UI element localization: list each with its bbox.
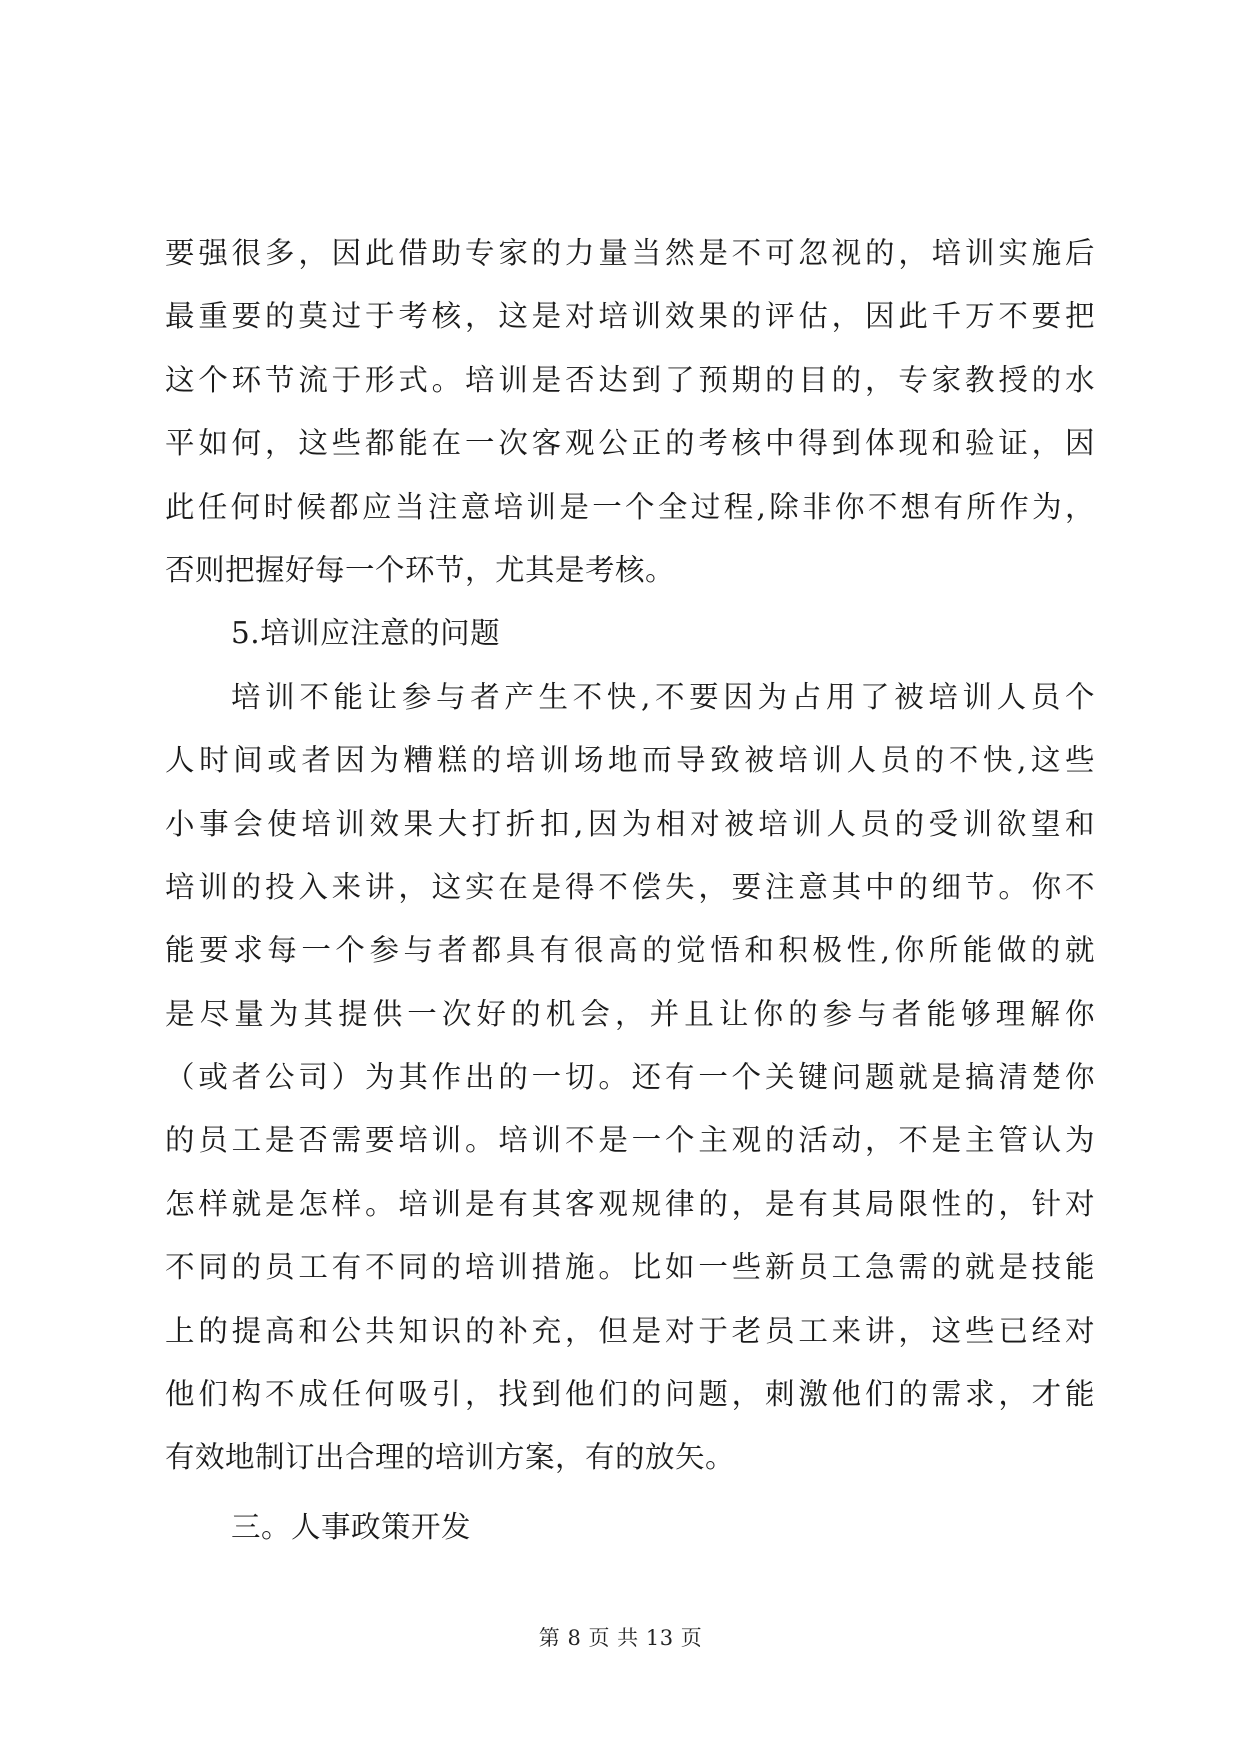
paragraph-line: 是尽量为其提供一次好的机会，并且让你的参与者能够理解你 bbox=[165, 996, 1095, 1031]
paragraph-continuation bbox=[165, 222, 1095, 602]
section-heading-training-issues: 5.培训应注意的问题 bbox=[231, 616, 501, 651]
paragraph-line: 否则把握好每一个环节，尤其是考核。 bbox=[165, 552, 676, 587]
paragraph-line: 此任何时候都应当注意培训是一个全过程,除非你不想有所作为， bbox=[165, 489, 1095, 524]
paragraph-line: 能要求每一个参与者都具有很高的觉悟和积极性,你所能做的就 bbox=[165, 933, 1095, 968]
paragraph-line: 怎样就是怎样。培训是有其客观规律的，是有其局限性的，针对 bbox=[165, 1186, 1095, 1221]
paragraph-line: 培训不能让参与者产生不快,不要因为占用了被培训人员个 bbox=[231, 679, 1095, 714]
document-body bbox=[165, 222, 1095, 1559]
paragraph-line: 培训的投入来讲，这实在是得不偿失，要注意其中的细节。你不 bbox=[165, 869, 1095, 904]
paragraph-line: 他们构不成任何吸引，找到他们的问题，刺激他们的需求，才能 bbox=[165, 1377, 1095, 1412]
paragraph-line: 上的提高和公共知识的补充，但是对于老员工来讲，这些已经对 bbox=[165, 1313, 1095, 1348]
paragraph-line: 有效地制订出合理的培训方案，有的放矢。 bbox=[165, 1440, 736, 1475]
paragraph-line: 这个环节流于形式。培训是否达到了预期的目的，专家教授的水 bbox=[165, 362, 1095, 397]
paragraph-line: 小事会使培训效果大打折扣,因为相对被培训人员的受训欲望和 bbox=[165, 806, 1095, 841]
paragraph-line: 人时间或者因为糟糕的培训场地而导致被培训人员的不快,这些 bbox=[165, 743, 1095, 778]
section-heading-hr-policy: 三。人事政策开发 bbox=[231, 1509, 472, 1544]
paragraph-line: 不同的员工有不同的培训措施。比如一些新员工急需的就是技能 bbox=[165, 1250, 1095, 1285]
page-footer: 第 8 页 共 13 页 bbox=[538, 1626, 703, 1650]
paragraph-training-issues bbox=[165, 666, 1095, 1490]
paragraph-line: 要强很多，因此借助专家的力量当然是不可忽视的，培训实施后 bbox=[165, 236, 1095, 270]
paragraph-line: （或者公司）为其作出的一切。还有一个关键问题就是搞清楚你 bbox=[165, 1060, 1095, 1095]
paragraph-line: 最重要的莫过于考核，这是对培训效果的评估，因此千万不要把 bbox=[165, 299, 1095, 334]
paragraph-line: 平如何，这些都能在一次客观公正的考核中得到体现和验证，因 bbox=[165, 426, 1095, 461]
paragraph-line: 的员工是否需要培训。培训不是一个主观的活动，不是主管认为 bbox=[165, 1123, 1095, 1158]
